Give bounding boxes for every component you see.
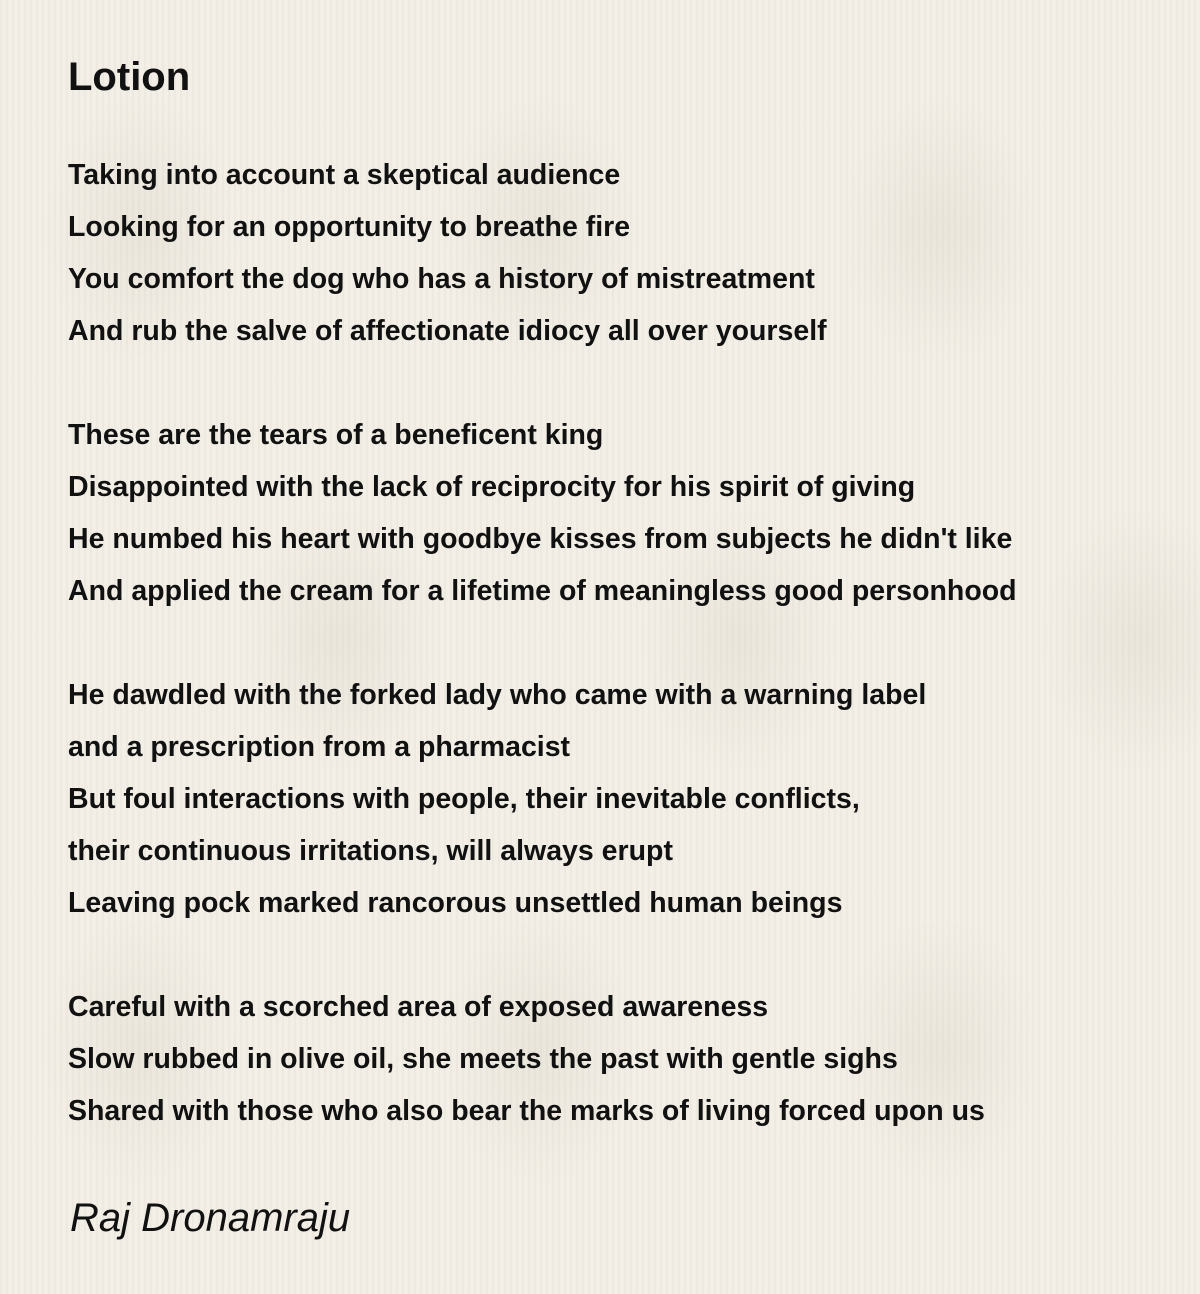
poem-line: And applied the cream for a lifetime of meaningless good personhood	[68, 575, 1017, 607]
stanza-3	[68, 669, 1168, 929]
poem-line: These are the tears of a beneficent king	[68, 419, 604, 451]
poem-line: Careful with a scorched area of exposed awareness	[68, 991, 769, 1023]
poem-author: Raj Dronamraju	[70, 1196, 351, 1240]
poem-line: Leaving pock marked rancorous unsettled human beings	[68, 887, 843, 919]
poem-line: their continuous irritations, will always erupt	[68, 835, 673, 867]
poem-line: and a prescription from a pharmacist	[68, 731, 571, 763]
poem-line: But foul interactions with people, their inevitable conflicts,	[68, 783, 860, 815]
poem-line: And rub the salve of affectionate idiocy all over yourself	[68, 315, 827, 347]
poem-line: Looking for an opportunity to breathe fire	[68, 211, 631, 243]
poem-line: Slow rubbed in olive oil, she meets the past with gentle sighs	[68, 1043, 898, 1075]
poem-line: Shared with those who also bear the marks of living forced upon us	[68, 1095, 985, 1127]
poem-line: He numbed his heart with goodbye kisses from subjects he didn't like	[68, 523, 1013, 555]
stanza-1	[68, 149, 1168, 357]
poem-line: Taking into account a skeptical audience	[68, 159, 621, 191]
poem-line: Disappointed with the lack of reciprocity for his spirit of giving	[68, 471, 916, 503]
stanza-4	[68, 981, 1168, 1137]
poem-title: Lotion	[68, 55, 191, 99]
poem-body	[68, 149, 1168, 1189]
stanza-2	[68, 409, 1168, 617]
poem-line: You comfort the dog who has a history of mistreatment	[68, 263, 815, 295]
poem-line: He dawdled with the forked lady who came with a warning label	[68, 679, 927, 711]
